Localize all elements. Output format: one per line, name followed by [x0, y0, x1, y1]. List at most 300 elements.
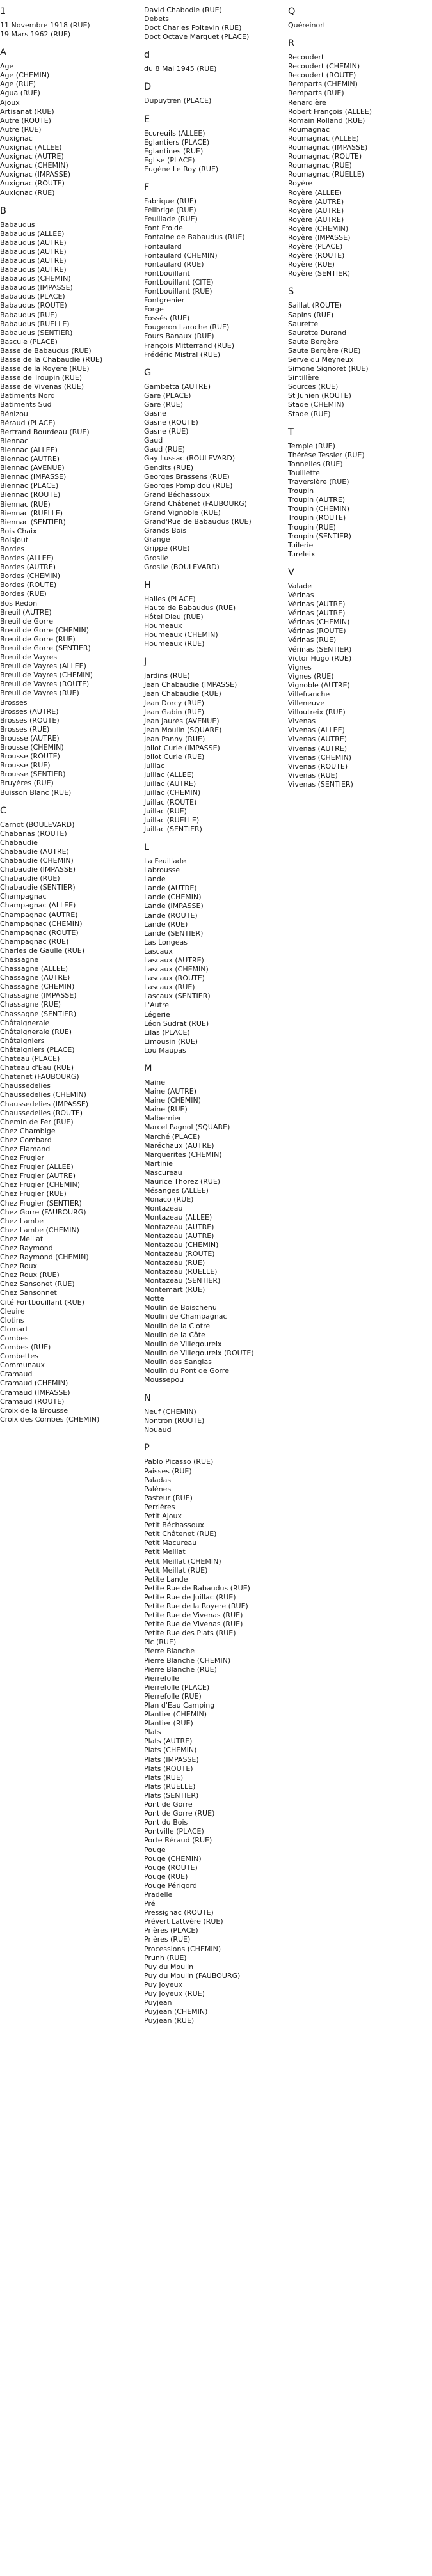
street-entry: Petit Meillat (CHEMIN) — [144, 1557, 221, 1566]
street-entry: Babaudus (AUTRE) — [0, 265, 67, 274]
street-entry: Félibrige (RUE) — [144, 206, 196, 215]
street-entry: Clomart — [0, 1324, 28, 1333]
street-entry: Pierrefolle — [144, 1674, 180, 1683]
section-letter-heading: V — [288, 567, 295, 577]
street-entry: Bordes — [0, 544, 25, 553]
street-entry: Joliot Curie (IMPASSE) — [144, 744, 220, 752]
street-entry: Pont de Gorre (RUE) — [144, 1809, 215, 1818]
street-list — [144, 382, 278, 572]
street-entry: Brosses (ROUTE) — [0, 716, 60, 725]
street-entry: Légerie — [144, 1010, 170, 1019]
street-entry: Jean Gabin (RUE) — [144, 707, 205, 716]
street-entry: Ajoux — [0, 98, 20, 107]
street-entry: Troupin (ROUTE) — [288, 514, 346, 522]
street-entry: Lande (ROUTE) — [144, 911, 198, 920]
street-entry: Moulin des Sanglas — [144, 1357, 212, 1366]
street-entry: Bos Redon — [0, 599, 38, 608]
street-entry: Plats (ROUTE) — [144, 1764, 193, 1773]
street-entry: Biennac — [0, 436, 29, 445]
street-entry: Chaussedelies (IMPASSE) — [0, 1099, 89, 1108]
street-entry: Recoudert (ROUTE) — [288, 71, 356, 80]
street-entry: Montazeau (CHEMIN) — [144, 1240, 219, 1249]
street-entry: Lascaux (AUTRE) — [144, 955, 204, 964]
street-entry: Martinie — [144, 1159, 173, 1168]
street-entry: Royère (SENTIER) — [288, 269, 351, 278]
street-entry: Vignoble (AUTRE) — [288, 680, 350, 689]
letter-section — [288, 38, 422, 278]
street-entry: Montazeau — [144, 1204, 183, 1213]
street-entry: Breuil (AUTRE) — [0, 608, 52, 617]
street-entry: Gambetta (AUTRE) — [144, 382, 211, 391]
street-entry: Chateau d'Eau (RUE) — [0, 1064, 74, 1072]
street-entry: Chez Chambige — [0, 1126, 56, 1135]
street-entry: Buisson Blanc (RUE) — [0, 788, 72, 797]
street-entry: Juillac (SENTIER) — [144, 824, 202, 833]
letter-section — [144, 842, 278, 1055]
section-letter-heading: E — [144, 114, 150, 125]
street-entry: Pierrefolle (RUE) — [144, 1692, 202, 1700]
street-entry: Moulin de la Côte — [144, 1330, 205, 1339]
street-entry: Cramaud (CHEMIN) — [0, 1379, 68, 1388]
street-entry: Chassagne (CHEMIN) — [0, 982, 75, 991]
section-letter-heading: A — [0, 47, 7, 58]
street-entry: Debets — [144, 15, 170, 24]
street-entry: Puy Joyeux (RUE) — [144, 1990, 205, 1998]
street-entry: Saurette — [288, 319, 319, 328]
street-entry: Gasne (RUE) — [144, 427, 189, 436]
street-entry: Brosses (AUTRE) — [0, 707, 59, 716]
street-entry: Bordes (CHEMIN) — [0, 572, 61, 581]
street-entry: Chez Frugier (SENTIER) — [0, 1198, 82, 1207]
street-entry: Royère (IMPASSE) — [288, 233, 351, 242]
street-entry: Traversière (RUE) — [288, 478, 349, 487]
street-list — [0, 21, 134, 39]
street-entry: Châtaigniers (PLACE) — [0, 1045, 75, 1054]
street-entry: Basse de Troupin (RUE) — [0, 373, 83, 382]
street-entry: Maine (AUTRE) — [144, 1087, 196, 1096]
street-entry: Temple (RUE) — [288, 441, 335, 450]
letter-section — [0, 805, 134, 1424]
street-entry: Houmeaux (CHEMIN) — [144, 631, 218, 640]
street-entry: Simone Signoret (RUE) — [288, 365, 369, 373]
street-entry: Grand Châtenet (FAUBOURG) — [144, 499, 247, 508]
letter-section — [144, 1392, 278, 1434]
street-entry: Gaud (RUE) — [144, 445, 185, 454]
street-entry: Biennac (RUELLE) — [0, 508, 63, 517]
street-entry: Maurice Thorez (RUE) — [144, 1177, 221, 1186]
street-entry: Royère — [288, 179, 313, 188]
street-entry: Mascureau — [144, 1168, 182, 1177]
street-entry: Royère (AUTRE) — [288, 206, 344, 215]
street-entry: Petite Rue de Vivenas (RUE) — [144, 1611, 243, 1620]
street-entry: Pierre Blanche (CHEMIN) — [144, 1656, 231, 1665]
street-entry: Perrières — [144, 1502, 175, 1511]
street-entry: Paladas — [144, 1475, 172, 1484]
street-entry: Montazeau (RUE) — [144, 1258, 205, 1267]
street-entry: Boisjout — [0, 535, 29, 544]
street-entry: Bruyères (RUE) — [0, 779, 54, 788]
street-entry: Moulin de Champagnac — [144, 1312, 227, 1321]
street-entry: Vérinas (SENTIER) — [288, 645, 352, 654]
letter-section — [144, 182, 278, 359]
street-entry: Babaudus (AUTRE) — [0, 238, 67, 247]
street-entry: Montazeau (SENTIER) — [144, 1276, 221, 1285]
street-entry: Chateau (PLACE) — [0, 1055, 60, 1064]
street-entry: Lascaux (SENTIER) — [144, 992, 211, 1001]
street-entry: Biennac (SENTIER) — [0, 517, 66, 526]
street-entry: Fontaulard (CHEMIN) — [144, 251, 218, 260]
letter-section — [0, 47, 134, 197]
street-entry: Brousse (CHEMIN) — [0, 743, 64, 752]
street-entry: Bordes (AUTRE) — [0, 563, 56, 572]
street-entry: Plats (SENTIER) — [144, 1791, 199, 1800]
street-entry: 19 Mars 1962 (RUE) — [0, 30, 71, 39]
street-entry: Marguerites (CHEMIN) — [144, 1150, 222, 1159]
street-entry: Croix de la Brousse — [0, 1406, 68, 1415]
street-entry: Auxignac (AUTRE) — [0, 152, 64, 161]
street-entry: Vérinas (ROUTE) — [288, 627, 346, 636]
street-entry: Royère (AUTRE) — [288, 215, 344, 224]
street-entry: Petite Rue des Plats (RUE) — [144, 1629, 236, 1638]
street-entry: Chabaudie (SENTIER) — [0, 883, 76, 892]
street-list — [288, 442, 422, 559]
street-entry: Babaudus (RUE) — [0, 310, 58, 319]
street-entry: Royère (CHEMIN) — [288, 224, 349, 233]
street-entry: Combes — [0, 1333, 29, 1342]
street-entry: Font Froide — [144, 224, 183, 233]
street-entry: Combettes — [0, 1352, 39, 1361]
street-list — [0, 821, 134, 1424]
section-letter-heading: T — [288, 427, 294, 437]
street-entry: Georges Brassens (RUE) — [144, 472, 230, 481]
street-entry: Royère (ALLEE) — [288, 188, 342, 197]
street-entry: Saute Bergère — [288, 337, 339, 346]
street-entry: Jean Dorcy (RUE) — [144, 698, 204, 707]
street-entry: Petite Rue de Vivenas (RUE) — [144, 1620, 243, 1629]
street-entry: Chez Meillat — [0, 1234, 44, 1243]
street-entry: Fontbouillant (CITE) — [144, 278, 214, 287]
street-entry: Lascaux (RUE) — [144, 983, 195, 992]
street-entry: Cramaud (IMPASSE) — [0, 1388, 70, 1397]
street-entry: Las Longeas — [144, 938, 188, 946]
street-entry: Eglantines (RUE) — [144, 146, 204, 155]
street-entry: Babaudus (CHEMIN) — [0, 274, 71, 283]
street-entry: Bénizou — [0, 409, 28, 418]
street-entry: David Chabodie (RUE) — [144, 6, 222, 14]
street-entry: Babaudus (PLACE) — [0, 292, 65, 301]
street-entry: Lascaux (CHEMIN) — [144, 965, 209, 974]
street-entry: Chez Roux — [0, 1262, 38, 1271]
street-entry: Malbernier — [144, 1114, 182, 1123]
street-entry: Plantier (CHEMIN) — [144, 1710, 207, 1719]
street-entry: Doct Octave Marquet (PLACE) — [144, 33, 250, 42]
street-entry: Pasteur (RUE) — [144, 1493, 193, 1502]
street-entry: Labrousse — [144, 866, 180, 875]
street-entry: Bertrand Bourdeau (RUE) — [0, 427, 90, 436]
section-letter-heading: G — [144, 367, 152, 378]
street-entry: Châtaigniers — [0, 1036, 45, 1045]
street-entry: Roumagnac (RUELLE) — [288, 170, 364, 179]
street-entry: Petit Meillat — [144, 1548, 186, 1557]
street-entry: Artisanat (RUE) — [0, 107, 54, 116]
street-entry: Pierre Blanche — [144, 1647, 195, 1656]
street-entry: Chabaudie (RUE) — [0, 874, 60, 883]
street-entry: Remparts (RUE) — [288, 89, 344, 98]
street-entry: Gare (PLACE) — [144, 391, 191, 400]
street-entry: Roumagnac (RUE) — [288, 161, 352, 170]
street-entry: Babaudus (SENTIER) — [0, 328, 73, 337]
street-entry: Petite Lande — [144, 1575, 188, 1583]
section-letter-heading: d — [144, 50, 150, 61]
street-entry: St Junien (ROUTE) — [288, 391, 351, 400]
street-entry: Lascaux — [144, 946, 173, 955]
street-list — [0, 221, 134, 797]
street-entry: L'Autre — [144, 1001, 170, 1010]
street-entry: Juillac (CHEMIN) — [144, 789, 201, 797]
street-entry: Biennac (IMPASSE) — [0, 473, 67, 482]
street-entry: Léon Sudrat (RUE) — [144, 1019, 209, 1028]
street-entry: Chez Raymond (CHEMIN) — [0, 1253, 89, 1262]
street-entry: Biennac (ALLEE) — [0, 445, 58, 454]
street-entry: Vivenas (AUTRE) — [288, 744, 348, 753]
street-entry: Vivenas — [288, 717, 316, 726]
street-entry: Auxignac (CHEMIN) — [0, 161, 68, 170]
section-letter-heading: Q — [288, 6, 296, 17]
letter-section — [144, 1063, 278, 1385]
street-entry: Jardins (RUE) — [144, 671, 190, 680]
street-entry: Gasne (ROUTE) — [144, 418, 198, 427]
street-list — [0, 62, 134, 197]
street-entry: Vignes — [288, 663, 312, 671]
street-entry: Moulin de la Clotre — [144, 1321, 211, 1330]
street-entry: Babaudus (AUTRE) — [0, 256, 67, 265]
street-entry: Chez Flamand — [0, 1144, 51, 1153]
street-entry: Fours Banaux (RUE) — [144, 332, 214, 341]
street-entry: Vivenas (CHEMIN) — [288, 753, 352, 762]
street-entry: Châtaigneraie — [0, 1018, 50, 1027]
street-entry: Autre (ROUTE) — [0, 116, 51, 125]
street-entry: Plats (AUTRE) — [144, 1737, 193, 1746]
street-entry: Sintillère — [288, 373, 319, 382]
street-entry: Babaudus (RUELLE) — [0, 319, 70, 328]
street-entry: Montazeau (RUELLE) — [144, 1267, 218, 1276]
street-list — [288, 53, 422, 278]
street-entry: Lande (SENTIER) — [144, 929, 204, 938]
street-entry: Romain Rolland (RUE) — [288, 116, 365, 125]
street-entry: Maine (RUE) — [144, 1105, 188, 1114]
street-entry: Fontaulard (RUE) — [144, 260, 204, 269]
street-entry: Chassagne (AUTRE) — [0, 973, 70, 982]
street-entry: Basse de la Royere (RUE) — [0, 365, 90, 373]
street-entry: Royère (ROUTE) — [288, 251, 345, 260]
street-entry: Agua (RUE) — [0, 89, 40, 98]
street-entry: Breuil de Gorre — [0, 617, 54, 625]
street-entry: Puyjean (RUE) — [144, 2016, 195, 2025]
street-entry: Houmeaux — [144, 621, 182, 630]
street-entry: Champagnac (RUE) — [0, 937, 69, 946]
section-letter-heading: M — [144, 1064, 152, 1074]
street-entry: Chez Gorre (FAUBOURG) — [0, 1207, 86, 1216]
street-entry: Vivenas (ROUTE) — [288, 762, 348, 771]
section-letter-heading: H — [144, 579, 152, 590]
street-entry: Motte — [144, 1294, 164, 1303]
street-entry: Haute de Babaudus (RUE) — [144, 603, 236, 612]
street-entry: Chez Combard — [0, 1135, 52, 1144]
street-entry: Bordes (ROUTE) — [0, 581, 57, 590]
street-entry: Gasne — [144, 409, 166, 418]
street-entry: Plats (RUE) — [144, 1773, 184, 1782]
street-entry: Remparts (CHEMIN) — [288, 80, 358, 89]
street-entry: Nontron (ROUTE) — [144, 1417, 205, 1425]
street-entry: Neuf (CHEMIN) — [144, 1408, 196, 1417]
street-entry: Chez Lambe (CHEMIN) — [0, 1225, 79, 1234]
street-entry: Auxignac (ROUTE) — [0, 179, 65, 188]
street-entry: Age — [0, 62, 14, 71]
street-entry: Basse de la Chabaudie (RUE) — [0, 356, 103, 364]
street-entry: Age (CHEMIN) — [0, 71, 50, 80]
index-column-1 — [0, 0, 134, 1429]
street-entry: Vérinas (AUTRE) — [288, 600, 346, 609]
street-entry: Sources (RUE) — [288, 382, 339, 391]
street-entry: Babaudus (AUTRE) — [0, 247, 67, 256]
street-entry: Chez Frugier (RUE) — [0, 1190, 67, 1198]
street-entry: Champagnac (AUTRE) — [0, 910, 78, 919]
street-entry: Royère (RUE) — [288, 260, 335, 269]
street-list — [288, 21, 422, 30]
street-entry: Babaudus — [0, 220, 35, 229]
street-entry: Saurette Durand — [288, 328, 347, 337]
street-entry: Roumagnac — [288, 125, 330, 134]
street-entry: Limousin (RUE) — [144, 1037, 198, 1046]
section-letter-heading: P — [144, 1443, 150, 1454]
street-entry: Grippe (RUE) — [144, 544, 190, 553]
street-entry: Puy du Moulin (FAUBOURG) — [144, 1971, 241, 1980]
street-entry: Auxignac (ALLEE) — [0, 143, 62, 152]
street-entry: Chez Lambe — [0, 1216, 44, 1225]
street-entry: Pouge — [144, 1845, 166, 1854]
street-entry: Houmeaux (RUE) — [144, 640, 205, 648]
street-list — [144, 1408, 278, 1434]
street-entry: Babaudus (IMPASSE) — [0, 283, 73, 292]
street-entry: Joliot Curie (RUE) — [144, 753, 205, 762]
section-letter-heading: D — [144, 82, 152, 93]
street-entry: Halles (PLACE) — [144, 594, 196, 603]
street-entry: Frédéric Mistral (RUE) — [144, 350, 221, 359]
street-entry: Troupin (SENTIER) — [288, 531, 351, 540]
street-entry: Prévert Lattvère (RUE) — [144, 1917, 223, 1926]
street-entry: Groslie — [144, 553, 169, 562]
street-entry: Tonnelles (RUE) — [288, 459, 343, 468]
index-column-2 — [144, 0, 278, 2030]
letter-section — [0, 6, 134, 39]
street-entry: Brousse (ROUTE) — [0, 752, 60, 761]
street-entry: Villeneuve — [288, 699, 325, 708]
street-entry: Roumagnac (ALLEE) — [288, 134, 359, 143]
street-entry: Chabanas (ROUTE) — [0, 829, 67, 838]
letter-section — [144, 367, 278, 572]
street-entry: Lande (IMPASSE) — [144, 902, 204, 911]
street-entry: Fossés (RUE) — [144, 314, 190, 323]
street-entry: Châtaigneraie (RUE) — [0, 1027, 72, 1036]
street-entry: Monaco (RUE) — [144, 1195, 194, 1204]
street-entry: Chez Frugier — [0, 1154, 45, 1163]
street-list — [144, 65, 278, 74]
street-entry: 11 Novembre 1918 (RUE) — [0, 21, 90, 29]
street-entry: Puy du Moulin — [144, 1962, 194, 1971]
street-entry: Champagnac (ALLEE) — [0, 901, 76, 910]
street-entry: Pouge (ROUTE) — [144, 1863, 198, 1872]
street-entry: Batiments Nord — [0, 391, 55, 400]
street-entry: Lande — [144, 875, 166, 884]
street-entry: Basse de Babaudus (RUE) — [0, 346, 92, 355]
street-entry: Montazeau (ALLEE) — [144, 1213, 212, 1222]
street-entry: Juillac (RUELLE) — [144, 815, 200, 824]
street-entry: Lilas (PLACE) — [144, 1028, 190, 1037]
street-entry: Troupin (RUE) — [288, 522, 336, 531]
street-entry: Jean Jaurès (AVENUE) — [144, 716, 220, 725]
street-entry: Chez Sansonet (RUE) — [0, 1280, 75, 1289]
street-entry: Stade (RUE) — [288, 409, 331, 418]
street-entry: Robert François (ALLEE) — [288, 107, 372, 116]
street-entry: Lande (RUE) — [144, 920, 188, 929]
street-entry: Petit Meillat (RUE) — [144, 1566, 208, 1575]
street-list — [144, 671, 278, 834]
street-entry: Chassagne (RUE) — [0, 1000, 61, 1009]
street-list — [144, 197, 278, 359]
letter-section — [288, 567, 422, 789]
street-entry: Lande (CHEMIN) — [144, 893, 202, 902]
street-entry: Maréchaux (AUTRE) — [144, 1141, 214, 1150]
street-list — [144, 6, 278, 42]
street-entry: Puy Joyeux — [144, 1980, 183, 1989]
street-entry: Porte Béraud (RUE) — [144, 1836, 212, 1845]
street-entry: Chassagne — [0, 955, 39, 964]
street-entry: Cité Fontbouillant (RUE) — [0, 1298, 84, 1307]
street-entry: Puyjean — [144, 1999, 172, 2007]
letter-section — [288, 427, 422, 559]
street-entry: Victor Hugo (RUE) — [288, 654, 352, 663]
street-entry: Grand'Rue de Babaudus (RUE) — [144, 517, 252, 526]
street-entry: Vivenas (SENTIER) — [288, 780, 353, 789]
section-letter-heading: 1 — [0, 6, 6, 17]
street-entry: Montazeau (AUTRE) — [144, 1222, 214, 1231]
street-entry: Prières (PLACE) — [144, 1926, 198, 1935]
street-entry: Breuil de Vayres (ALLEE) — [0, 662, 86, 671]
street-entry: Biennac (PLACE) — [0, 482, 59, 491]
street-entry: Prunh (RUE) — [144, 1953, 187, 1962]
street-entry: Chabaudie (IMPASSE) — [0, 865, 76, 874]
street-entry: Moulin de Boischenu — [144, 1303, 217, 1312]
street-entry: Moussepou — [144, 1376, 184, 1385]
street-entry: Troupin (AUTRE) — [288, 496, 346, 505]
street-entry: Grand Vignoble (RUE) — [144, 508, 221, 517]
street-entry: Groslie (BOULEVARD) — [144, 562, 220, 571]
street-list — [288, 582, 422, 789]
street-entry: Gaud — [144, 436, 163, 445]
street-entry: Royère (PLACE) — [288, 242, 343, 251]
street-entry: Plantier (RUE) — [144, 1719, 193, 1728]
street-entry: Moulin du Pont de Gorre — [144, 1367, 229, 1375]
street-entry: Fougeron Laroche (RUE) — [144, 323, 230, 332]
street-entry: Breuil de Vayres (ROUTE) — [0, 680, 90, 689]
street-entry: Thérèse Tessier (RUE) — [288, 450, 365, 459]
street-entry: Vignes (RUE) — [288, 671, 334, 680]
letter-section — [0, 205, 134, 797]
street-entry: Brosses — [0, 698, 28, 707]
street-entry: Bordes (ALLEE) — [0, 554, 54, 563]
street-entry: Jean Chabaudie (RUE) — [144, 689, 221, 698]
street-entry: François Mitterrand (RUE) — [144, 341, 235, 350]
